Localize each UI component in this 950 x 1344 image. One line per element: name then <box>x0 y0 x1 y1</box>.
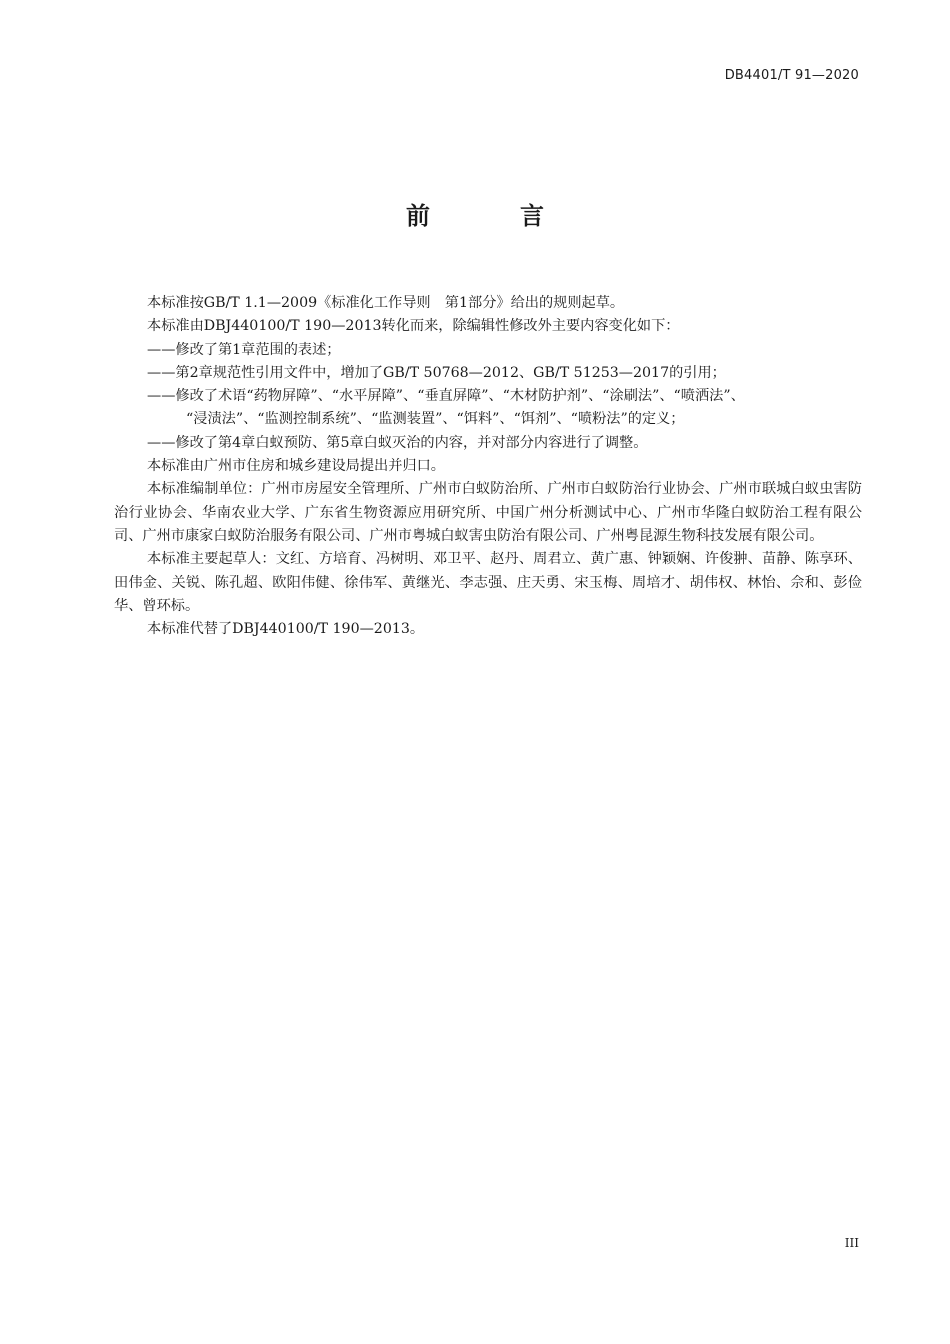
preface-body <box>114 292 862 641</box>
paragraph-replaces: 本标准代替了DBJ440100/T 190—2013。 <box>147 621 425 638</box>
page-title <box>0 196 950 231</box>
change-item-chapters: ——修改了第4章白蚁预防、第5章白蚁灭治的内容，并对部分内容进行了调整。 <box>147 434 648 451</box>
change-item-terms: ——修改了术语“药物屏障”、“水平屏障”、“垂直屏障”、“木材防护剂”、“涂刷法”、“喷洒法”、 <box>147 388 745 405</box>
document-code: DB4401/T 91—2020 <box>724 68 859 83</box>
title-char-1: 前 <box>406 202 430 230</box>
paragraph-conversion: 本标准由DBJ440100/T 190—2013转化而来，除编辑性修改外主要内容变化如下： <box>147 318 680 335</box>
page-number: III <box>844 1236 859 1250</box>
change-item-terms-continued: “浸渍法”、“监测控制系统”、“监测装置”、“饵料”、“饵剂”、“喷粉法”的定义； <box>186 411 685 428</box>
change-item-scope: ——修改了第1章范围的表述； <box>147 341 341 358</box>
title-char-2: 言 <box>520 202 544 230</box>
paragraph-drafters: 本标准主要起草人：文红、方培育、冯树明、邓卫平、赵丹、周君立、黄广惠、钟颖娴、许俊翀、苗静、陈享环、田伟金、关锐、陈孔超、欧阳伟健、徐伟军、黄继光、李志强、庄天勇、宋玉梅、周培才、胡伟权、林怡、佘和、彭俭华、曾环标。 <box>114 551 862 614</box>
paragraph-proposer: 本标准由广州市住房和城乡建设局提出并归口。 <box>147 458 445 475</box>
change-item-references: ——第2章规范性引用文件中，增加了GB/T 50768—2012、GB/T 51253—2017的引用； <box>147 364 726 381</box>
paragraph-drafting-rules: 本标准按GB/T 1.1—2009《标准化工作导则 第1部分》给出的规则起草。 <box>147 295 625 311</box>
paragraph-drafting-units: 本标准编制单位：广州市房屋安全管理所、广州市白蚁防治所、广州市白蚁防治行业协会、广州市联城白蚁虫害防治行业协会、华南农业大学、广东省生物资源应用研究所、中国广州分析测试中心、广州市华隆白蚁防治工程有限公司、广州市康家白蚁防治服务有限公司、广州市粤城白蚁害虫防治有限公司、广州粤昆源生物科技发展有限公司。 <box>114 481 862 544</box>
